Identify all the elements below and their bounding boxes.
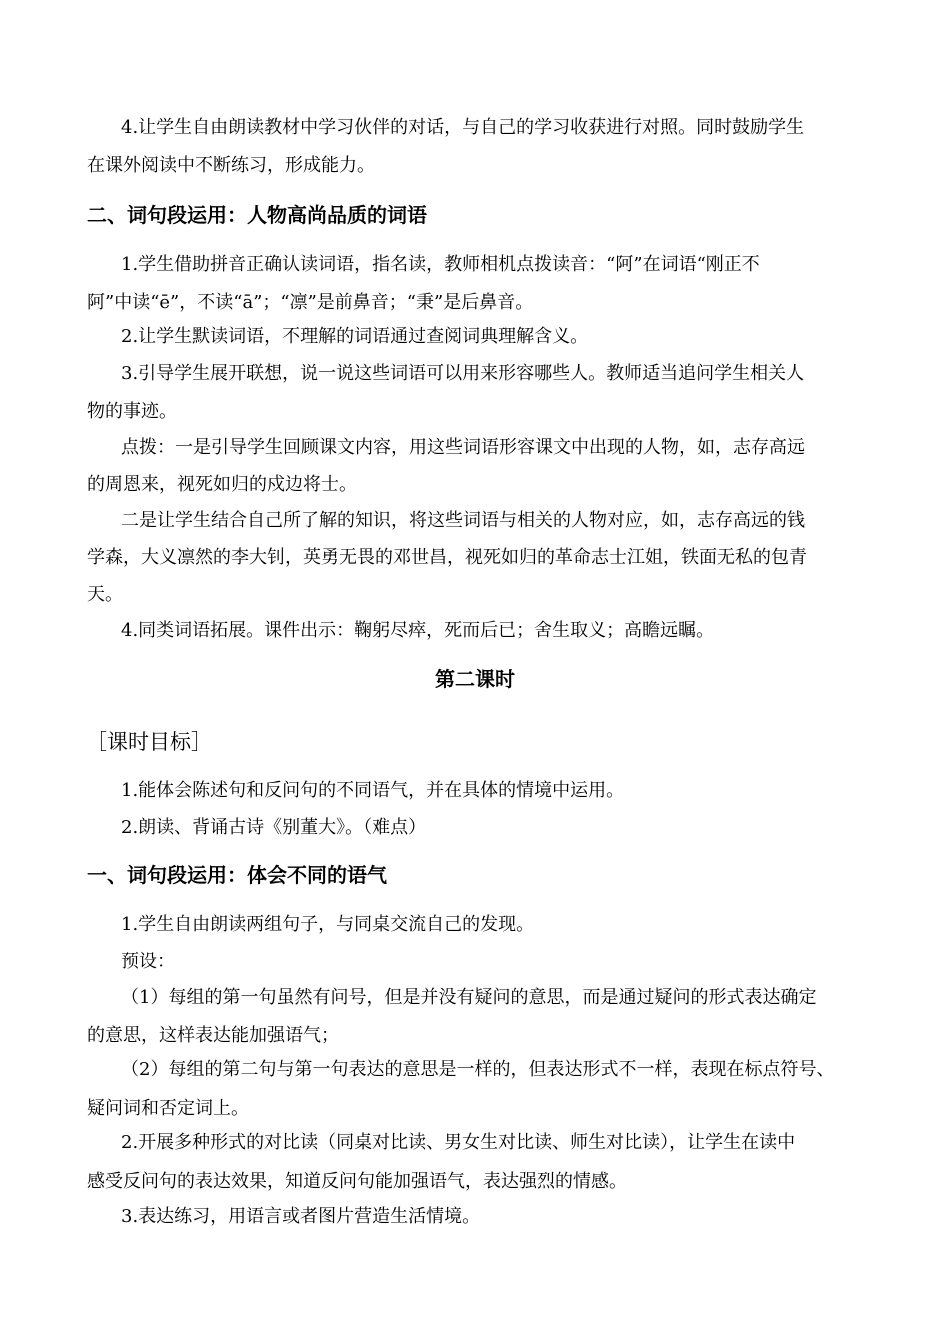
paragraph-line: 阿”中读“ē”，不读“ā”；“凛”是前鼻音；“秉”是后鼻音。 <box>87 292 534 313</box>
paragraph-line: 物的事迹。 <box>87 401 177 422</box>
paragraph-line: 1.学生自由朗读两组句子，与同桌交流自己的发现。 <box>121 914 535 935</box>
goal-item: 1.能体会陈述句和反问句的不同语气，并在具体的情境中运用。 <box>121 780 625 801</box>
section-heading: 一、词句段运用：体会不同的语气 <box>87 863 387 887</box>
goal-item: 2.朗读、背诵古诗《别董大》。（难点） <box>121 817 427 838</box>
paragraph-line: 4.让学生自由朗读教材中学习伙伴的对话，与自己的学习收获进行对照。同时鼓励学生 <box>121 117 805 138</box>
paragraph-line: 4.同类词语拓展。课件出示：鞠躬尽瘁，死而后已；舍生取义；高瞻远瞩。 <box>121 620 715 641</box>
paragraph-line: （1）每组的第一句虽然有问号，但是并没有疑问的意思，而是通过疑问的形式表达确定 <box>121 987 817 1008</box>
paragraph-line: 的周恩来，视死如归的戍边将士。 <box>87 474 357 495</box>
lesson-title: 第二课时 <box>435 667 515 691</box>
paragraph-line: 预设： <box>121 951 175 972</box>
goals-heading: ［课时目标］ <box>86 730 212 754</box>
paragraph-line: 学森，大义凛然的李大钊，英勇无畏的邓世昌，视死如归的革命志士江姐，铁面无私的包青 <box>87 547 807 568</box>
paragraph-line: 天。 <box>87 584 123 605</box>
section-heading: 二、词句段运用：人物高尚品质的词语 <box>87 203 427 227</box>
paragraph-line: 2.开展多种形式的对比读（同桌对比读、男女生对比读、师生对比读），让学生在读中 <box>121 1132 796 1153</box>
paragraph-line: 2.让学生默读词语，不理解的词语通过查阅词典理解含义。 <box>121 326 589 347</box>
paragraph-line: 3.表达练习，用语言或者图片营造生活情境。 <box>121 1206 481 1227</box>
paragraph-line: 二是让学生结合自己所了解的知识，将这些词语与相关的人物对应，如，志存高远的钱 <box>121 510 805 531</box>
paragraph-line: 在课外阅读中不断练习，形成能力。 <box>87 155 375 176</box>
paragraph-line: （2）每组的第二句与第一句表达的意思是一样的，但表达形式不一样，表现在标点符号、 <box>121 1059 835 1080</box>
paragraph-line: 的意思，这样表达能加强语气； <box>87 1025 339 1046</box>
paragraph-line: 感受反问句的表达效果，知道反问句能加强语气，表达强烈的情感。 <box>87 1171 627 1192</box>
paragraph-line: 1.学生借助拼音正确认读词语，指名读，教师相机点拨读音：“阿”在词语“刚正不 <box>121 254 760 275</box>
paragraph-line: 3.引导学生展开联想，说一说这些词语可以用来形容哪些人。教师适当追问学生相关人 <box>121 363 805 384</box>
paragraph-line: 点拨：一是引导学生回顾课文内容，用这些词语形容课文中出现的人物，如，志存高远 <box>121 437 805 458</box>
paragraph-line: 疑问词和否定词上。 <box>87 1098 249 1119</box>
